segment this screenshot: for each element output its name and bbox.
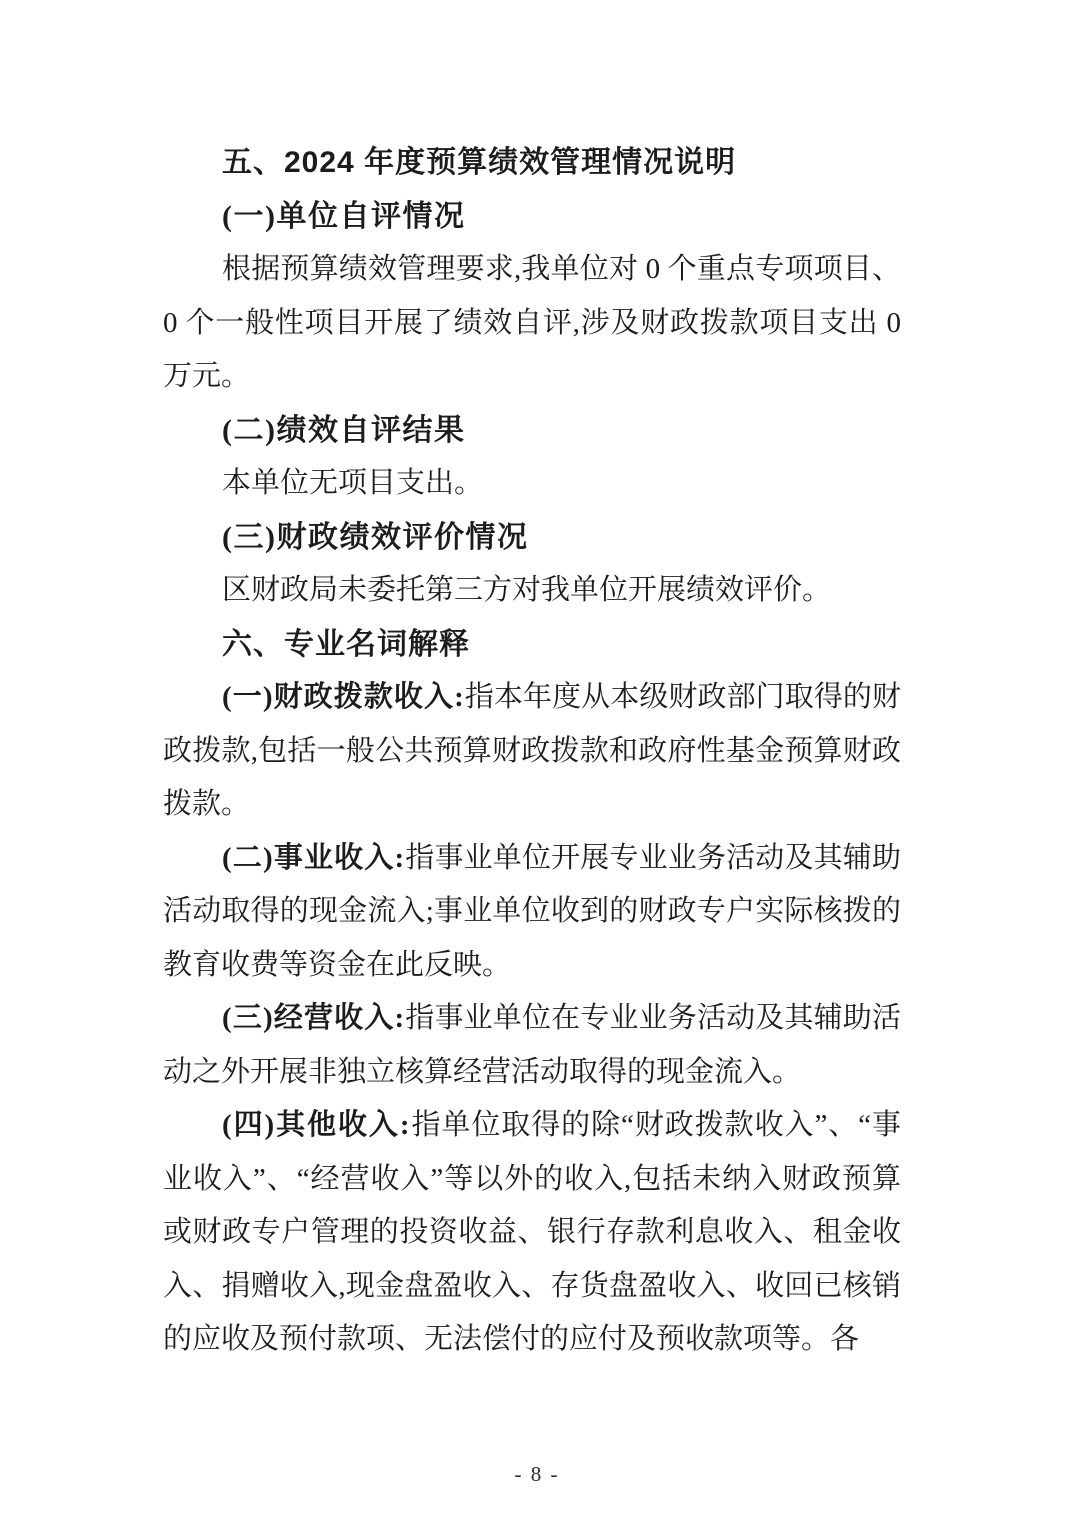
paragraph-term-other-income (163, 1099, 901, 1367)
paragraph-term-operating-income (163, 992, 901, 1099)
term-definition-3: 指事业单位在专业业务活动及其辅助活动之外开展非独立核算经营活动取得的现金流入。 (163, 1002, 901, 1088)
section-heading-6: 六、专业名词解释 (222, 627, 470, 661)
paragraph-finance-evaluation: 区财政局未委托第三方对我单位开展绩效评价。 (222, 574, 832, 606)
paragraph-self-evaluation: 根据预算绩效管理要求,我单位对 0 个重点专项项目、0 个一般性项目开展了绩效自评,涉及财政拨款项目支出 0 万元。 (163, 253, 901, 392)
subsection-heading-5-3: (三)财政绩效评价情况 (222, 520, 529, 554)
subsection-heading-5-1: (一)单位自评情况 (222, 199, 466, 233)
term-definition-1: 指本年度从本级财政部门取得的财政拨款,包括一般公共预算财政拨款和政府性基金预算财政拨款。 (163, 681, 901, 820)
term-lead-4: (四)其他收入: (222, 1109, 411, 1141)
page-number: - 8 - (514, 1462, 560, 1486)
document-body (163, 136, 901, 1367)
section-heading-5: 五、2024 年度预算绩效管理情况说明 (222, 146, 737, 179)
term-lead-3: (三)经营收入: (222, 1002, 406, 1034)
term-definition-2: 指事业单位开展专业业务活动及其辅助活动取得的现金流入;事业单位收到的财政专户实际核拨的教育收费等资金在此反映。 (163, 841, 901, 981)
subsection-heading-5-2: (二)绩效自评结果 (222, 413, 466, 447)
term-lead-2: (二)事业收入: (222, 841, 406, 874)
term-definition-4: 指单位取得的除“财政拨款收入”、“事业收入”、“经营收入”等以外的收入,包括未纳入财政预算或财政专户管理的投资收益、银行存款利息收入、租金收入、捐赠收入,现金盘盈收入、存货盘盈收入、收回已核销的应收及预付款项、无法偿付的应付及预收款项等。各 (163, 1109, 901, 1355)
term-lead-1: (一)财政拨款收入: (222, 681, 465, 713)
paragraph-term-fiscal-appropriation-income (163, 671, 901, 832)
paragraph-self-evaluation-result: 本单位无项目支出。 (222, 467, 484, 499)
paragraph-term-institution-income (163, 832, 901, 993)
